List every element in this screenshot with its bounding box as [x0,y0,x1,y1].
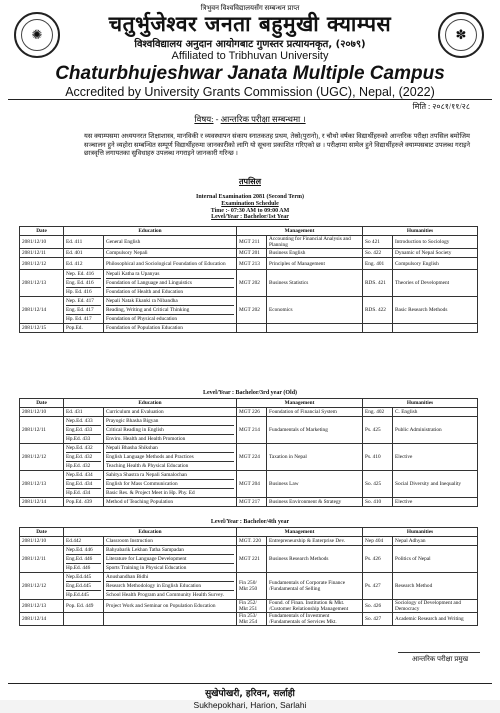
cell-humanities-subject: Research Method [393,573,478,600]
exam-time: Time :- 07:30 AM to 09:00 AM [210,207,290,214]
cell-management-subject: Accounting for Financial Analysis and Planning [267,236,363,249]
header-management: Management [237,399,363,408]
education-subject: Sports Training in Physical Education [106,565,187,571]
cell-humanities-code: So. 425 [363,471,393,498]
exam-heading [0,194,500,221]
cell-management-code [237,324,267,333]
education-code: Nep.Ed.445 [66,573,101,582]
cell-management-subject: Principles of Management [267,258,363,270]
cell-management-code: MGT 214 [237,417,267,444]
table-row [20,600,478,613]
education-subject: Foundation of Physical education [106,316,178,322]
cell-humanities-code: Ps. 425 [363,417,393,444]
education-code: Pop. Ed. 449 [66,603,94,609]
cell-education-subject [104,498,237,507]
education-subject: Nepali Katha ra Upanyas [106,270,234,279]
cell-humanities-subject: Nepal Adhyan [393,537,478,546]
cell-humanities-subject: Compulsory English [393,258,478,270]
education-subject: Anushandhan Bidhi [106,573,234,582]
cell-management-code: MGT 204 [237,471,267,498]
education-subject: English Language Methods and Practices [106,453,234,462]
tu-logo [438,12,484,58]
cell-management-subject: Fundamentals of Marketing [267,417,363,444]
education-code: Nep. Ed. 417 [66,297,101,306]
education-code [66,618,101,620]
cell-humanities-code: Eng. 402 [363,408,393,417]
header-rule [8,99,492,100]
education-subject: Teaching Health & Physical Education [106,463,189,469]
cell-management-code: MGT 202 [237,297,267,324]
cell-humanities-code: So. 422 [363,249,393,258]
cell-education-code [64,297,104,324]
notice-body: यस क्याम्पसमा अध्ययनरत शिक्षाशास्त्र, मानविकी र व्यवस्थापन संकाय स्नातकतह प्रथम, तेस्रो(पुरानो), र चौथो वर्षका विद्यार्थीहरुको आन्तरिक परीक्षा तपसिल बमोजिम सञ्चालन हुने व्यहोरा सम्बन्धित सम्पूर्ण विद्यार्थीहरुमा जानकारीको लागि यो सूचना प्रकाशित गरिएको छ । परीक्षामा सामेल हुने विद्यार्थीहरुले क्याम्पसबाट उपलब्ध गराइने छात्रवृत्ति लगायतका सुविधाहरु उपलब्ध नगराइने जानकारी गरिन्छ । [84,133,470,158]
cell-education-subject [104,444,237,471]
accreditation-english: Accredited by University Grants Commission (UGC), Nepal, (2022) [65,85,435,99]
cell-education-code [64,408,104,417]
cell-management-subject: Business Law [267,471,363,498]
cell-education-subject [104,537,237,546]
header-date: Date [20,399,64,408]
education-code: Hp.Ed. 432 [66,463,91,469]
cell-management-subject: Fundamentals of Investment /Fundamentals of Services Mkt. [267,613,363,626]
cell-humanities-subject: Theories of Development [393,270,478,297]
cell-humanities-subject: Elective [393,444,478,471]
table-row [20,417,478,444]
education-subject: Curriculum and Evaluation [106,409,164,415]
cell-management-subject: Entrepreneurship & Enterprise Dev. [267,537,363,546]
table-row [20,613,478,626]
cell-management-code: Fin 250/ Mkt 250 [237,573,267,600]
table-row [20,270,478,297]
cell-education-code [64,258,104,270]
education-subject [106,618,234,620]
header-humanities: Humanities [363,528,478,537]
cell-date: 2081/12/14 [20,297,64,324]
table-row [20,471,478,498]
header-management: Management [237,528,363,537]
cell-date: 2081/12/10 [20,408,64,417]
education-subject: Nepali Natak Ekanki ra Nibandha [106,297,234,306]
table-row [20,498,478,507]
cell-humanities-code: So. 426 [363,600,393,613]
education-subject: Foundation of Language and Linguistics [106,279,234,288]
education-code: Ed. 431 [66,409,83,415]
education-subject: Reading, Writing and Critical Thinking [106,306,234,315]
cell-humanities-subject: Politics of Nepal [393,546,478,573]
schedule-table-1st-year [19,226,478,333]
campus-name-english: Chaturbhujeshwar Janata Multiple Campus [55,63,445,84]
cell-date: 2081/12/13 [20,600,64,613]
cell-management-subject: Business Environment & Strategy [267,498,363,507]
cell-education-code [64,417,104,444]
cell-education-code [64,573,104,600]
header-education: Education [64,227,237,236]
education-code: Ed. 412 [66,260,83,267]
education-subject: Enviro. Health and Health Promotion [106,436,186,442]
cell-date: 2081/12/11 [20,546,64,573]
table-row [20,258,478,270]
cell-management-code: MGT 221 [237,546,267,573]
tapasil-heading: तपसिल [238,177,261,186]
cell-date: 2081/12/12 [20,573,64,600]
footer-rule [8,683,492,684]
cell-date: 2081/12/14 [20,613,64,626]
education-subject: Sahitya Shastra ra Nepali Samalochan [106,471,234,480]
education-subject: Method of Teaching Population [106,499,174,505]
cell-humanities-subject: Elective [393,498,478,507]
cell-humanities-subject [393,324,478,333]
cell-education-code [64,270,104,297]
cell-education-subject [104,613,237,626]
cell-management-code: MGT 226 [237,408,267,417]
exam-schedule: Examination Schedule [221,200,279,207]
education-subject: Literature for Language Development [106,555,234,564]
education-subject: Project Work and Seminar on Population Education [106,603,216,609]
education-code: Nep.Ed. 434 [66,471,101,480]
cell-management-code: MGT 224 [237,444,267,471]
cell-management-code: Fin 253/ Mkt 254 [237,613,267,626]
signature-title: आन्तरिक परीक्षा प्रमुख [411,655,469,663]
cell-education-subject [104,324,237,333]
cell-humanities-subject: Academic Research and Writing [393,613,478,626]
cell-humanities-subject: Sociology of Development and Democracy [393,600,478,613]
cell-humanities-code: RDS. 422 [363,297,393,324]
cell-date: 2081/12/12 [20,444,64,471]
table-row [20,236,478,249]
table-row [20,249,478,258]
level-3rd-year: Level/Year : Bachelor/3rd year (Old) [202,390,298,396]
header-top-line: त्रिभुवन विश्वविद्यालयसँग सम्बन्धन प्राप्त [200,4,300,12]
cell-humanities-subject: C. English [393,408,478,417]
cell-humanities-code: So. 410 [363,498,393,507]
header-date: Date [20,528,64,537]
cell-education-subject [104,249,237,258]
cell-date: 2081/12/10 [20,537,64,546]
education-code: Nep. Ed. 416 [66,270,101,279]
cell-management-code: MGT 217 [237,498,267,507]
education-subject: Classroom Instruction [106,538,153,544]
date-line: मिति : २०८१/११/२८ [412,102,470,111]
cell-education-code [64,471,104,498]
cell-date: 2081/12/11 [20,417,64,444]
cell-education-code [64,546,104,573]
table-row [20,537,478,546]
education-code: Nep.Ed. 433 [66,417,101,426]
header-humanities: Humanities [363,399,478,408]
level-1st-year: Level/Year : Bachelor/1st Year [211,214,289,221]
cell-management-subject: Business Statistics [267,270,363,297]
schedule-table-4th-year [19,527,478,626]
subject-label: विषय: [194,114,214,124]
education-code: Eng.Ed.445 [66,582,101,591]
cell-education-subject [104,270,237,297]
cell-date: 2081/12/15 [20,324,64,333]
cell-management-subject: Found. of Finan. Institution & Mkt. /Customer Relationship Management [267,600,363,613]
cell-education-code [64,324,104,333]
education-subject: Prayogic Bhasha Bigyan [106,417,234,426]
cell-date: 2081/12/13 [20,270,64,297]
cell-education-code [64,613,104,626]
education-code: Pop.Ed. [66,325,83,331]
header-education: Education [64,528,237,537]
cell-management-subject: Economics [267,297,363,324]
cell-management-subject: Fundamentals of Corporate Finance /Fundamental of Selling [267,573,363,600]
table-row [20,546,478,573]
cell-management-subject: Business English [267,249,363,258]
education-code: Hp.Ed. 446 [66,565,91,571]
header-humanities: Humanities [363,227,478,236]
education-subject: Nepali Bhasha Shikshan [106,444,234,453]
subject-line: विषय: - आन्तरिक परीक्षा सम्बन्धमा । [194,114,306,124]
cell-education-subject [104,258,237,270]
cell-management-subject: Foundation of Financial System [267,408,363,417]
cell-management-subject [267,324,363,333]
cell-education-code [64,498,104,507]
cell-humanities-code: Eng. 401 [363,258,393,270]
education-subject: Bahyabarik Lekhan Tatha Sampadan [106,546,234,555]
education-code: Ed. 411 [66,239,83,245]
header-date: Date [20,227,64,236]
cell-education-subject [104,297,237,324]
cell-humanities-code: Nep 404 [363,537,393,546]
education-subject: School Health Program and Community Health Survey. [106,592,225,598]
cell-education-subject [104,236,237,249]
education-code: Ed. 401 [66,250,83,256]
cell-education-subject [104,573,237,600]
table-row [20,297,478,324]
education-code: Hp.Ed. 434 [66,490,91,496]
cell-humanities-subject: Basic Research Methods [393,297,478,324]
cell-education-code [64,537,104,546]
exam-title: Internal Examination 2081 (Second Term) [195,194,304,200]
cell-humanities-code: Ps. 426 [363,546,393,573]
cell-humanities-code [363,324,393,333]
cell-humanities-code: So. 427 [363,613,393,626]
cell-education-subject [104,546,237,573]
education-subject: Foundation of Population Education [106,325,183,331]
header-education: Education [64,399,237,408]
education-code: Hp.Ed.445 [66,592,89,598]
schedule-table-3rd-year [19,398,478,507]
subject-text: आन्तरिक परीक्षा सम्बन्धमा । [220,114,306,124]
signature-line [398,652,480,653]
education-code: Hp. Ed. 417 [66,316,92,322]
cell-humanities-subject: Introduction to Sociology [393,236,478,249]
table-row [20,408,478,417]
cell-management-code: MGT 211 [237,236,267,249]
education-code: Hp. Ed. 416 [66,289,92,295]
cell-education-code [64,249,104,258]
education-subject: Compulsory Nepali [106,250,148,256]
cell-date: 2081/12/13 [20,471,64,498]
education-subject: Foundation of Health and Education [106,289,184,295]
cell-management-code: MGT 202 [237,270,267,297]
cell-management-code: MGT. 220 [237,537,267,546]
emblem-icon: ✺ [21,19,53,51]
education-code: Eng.Ed. 434 [66,480,101,489]
cell-education-subject [104,408,237,417]
table-row [20,444,478,471]
cell-date: 2081/12/11 [20,249,64,258]
cell-humanities-subject: Dynamic of Nepal Society [393,249,478,258]
cell-humanities-subject: Social Diversity and Inequality [393,471,478,498]
cell-date: 2081/12/14 [20,498,64,507]
emblem-icon: ✽ [445,19,477,51]
cell-education-code [64,600,104,613]
education-code: Eng.Ed. 446 [66,555,101,564]
table-row [20,573,478,600]
education-subject: Basic Res. & Project Meet in Hp. Phy. Ed [106,490,195,496]
education-code: Eng.Ed. 432 [66,453,101,462]
level-4th-year: Level/Year : Bachelor/4th year [210,519,290,525]
education-subject: General English [106,239,141,245]
education-subject: Philosophical and Sociological Foundation of Education [106,260,226,267]
cell-education-code [64,444,104,471]
cell-date: 2081/12/10 [20,236,64,249]
table-row [20,324,478,333]
cell-management-code: MGT 201 [237,249,267,258]
cell-management-subject: Business Research Methods [267,546,363,573]
cell-education-subject [104,417,237,444]
cell-education-subject [104,600,237,613]
education-subject: English for Mass Communication [106,480,234,489]
education-subject: Critical Reading in English [106,426,234,435]
education-code: Ed.442 [66,538,82,544]
cell-management-code: MGT 213 [237,258,267,270]
campus-logo [14,12,60,58]
cell-humanities-subject: Public Administration [393,417,478,444]
cell-education-subject [104,471,237,498]
education-code: Nep.Ed. 446 [66,546,101,555]
footer-address-nepali: सुखेपोखरी, हरिवन, सर्लाही [205,689,295,699]
accreditation-nepali: विश्वविद्यालय अनुदान आयोगबाट गुणस्तर प्रत्यायनकृत, (२०७९) [134,39,366,50]
cell-humanities-code: RDS. 421 [363,270,393,297]
education-code: Hp.Ed. 433 [66,436,91,442]
cell-management-subject: Taxation in Nepal [267,444,363,471]
education-code: Pop.Ed. 439 [66,499,93,505]
education-code: Nep.Ed. 432 [66,444,101,453]
footer-address: Sukhepokhari, Harion, Sarlahi [193,700,307,710]
cell-date: 2081/12/12 [20,258,64,270]
cell-management-code: Fin 252/ Mkt 251 [237,600,267,613]
cell-humanities-code: Ps. 410 [363,444,393,471]
cell-humanities-code: So 421 [363,236,393,249]
education-code: Eng. Ed. 417 [66,306,101,315]
education-code: Eng.Ed. 433 [66,426,101,435]
cell-humanities-code: Ps. 427 [363,573,393,600]
education-subject: Research Methodology in English Education [106,582,234,591]
affiliation: Affiliated to Tribhuvan University [171,50,329,62]
header-management: Management [237,227,363,236]
education-code: Eng. Ed. 416 [66,279,101,288]
cell-education-code [64,236,104,249]
campus-name-nepali: चतुर्भुजेश्वर जनता बहुमुखी क्याम्पस [108,12,392,36]
